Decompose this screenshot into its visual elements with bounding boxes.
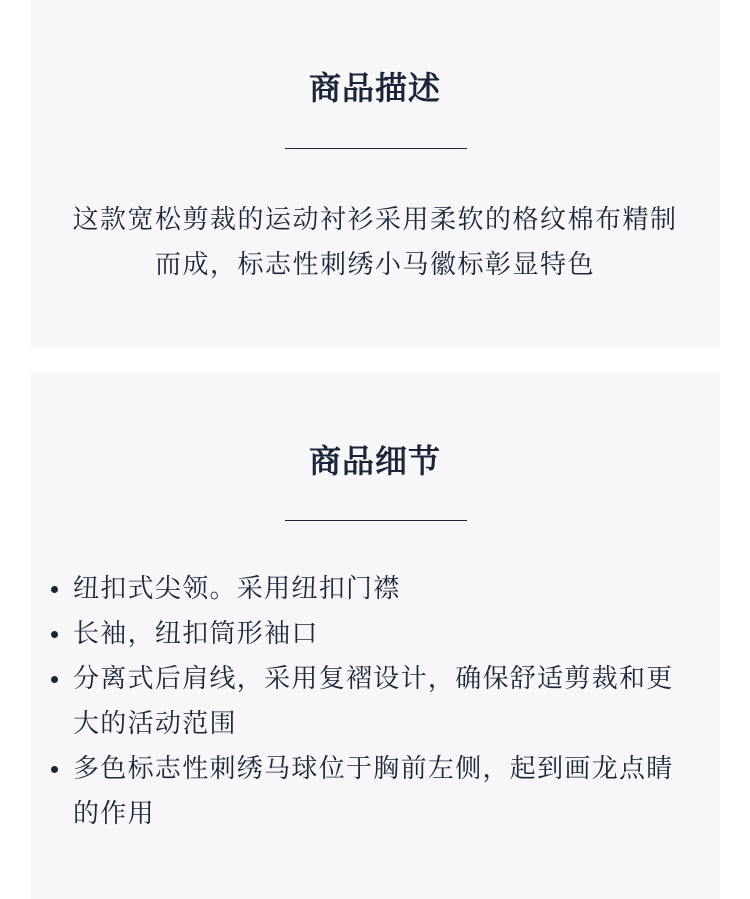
list-item: [73, 747, 692, 837]
list-item-text: 长袖，纽扣筒形袖口: [73, 619, 319, 649]
details-divider: [285, 520, 467, 521]
bullet-icon: [51, 766, 58, 773]
description-text: 这款宽松剪裁的运动衬衫采用柔软的格纹棉布精制而成，标志性刺绣小马徽标彰显特色: [72, 205, 678, 280]
list-item: [73, 567, 692, 612]
description-divider: [285, 148, 467, 149]
details-title: 商品细节: [308, 442, 441, 480]
list-item-text: 多色标志性刺绣马球位于胸前左侧，起到画龙点睛的作用: [73, 754, 674, 829]
list-item-text: 纽扣式尖领。采用纽扣门襟: [73, 574, 401, 604]
list-item: [73, 612, 692, 657]
list-item-text: 分离式后肩线，采用复褶设计，确保舒适剪裁和更大的活动范围: [73, 664, 674, 739]
details-card: [30, 373, 720, 899]
bullet-icon: [51, 586, 58, 593]
description-title: 商品描述: [308, 69, 441, 107]
list-item: [73, 657, 692, 747]
description-card: [30, 0, 720, 347]
details-list: [73, 567, 692, 837]
bullet-icon: [51, 631, 58, 638]
bullet-icon: [51, 676, 58, 683]
